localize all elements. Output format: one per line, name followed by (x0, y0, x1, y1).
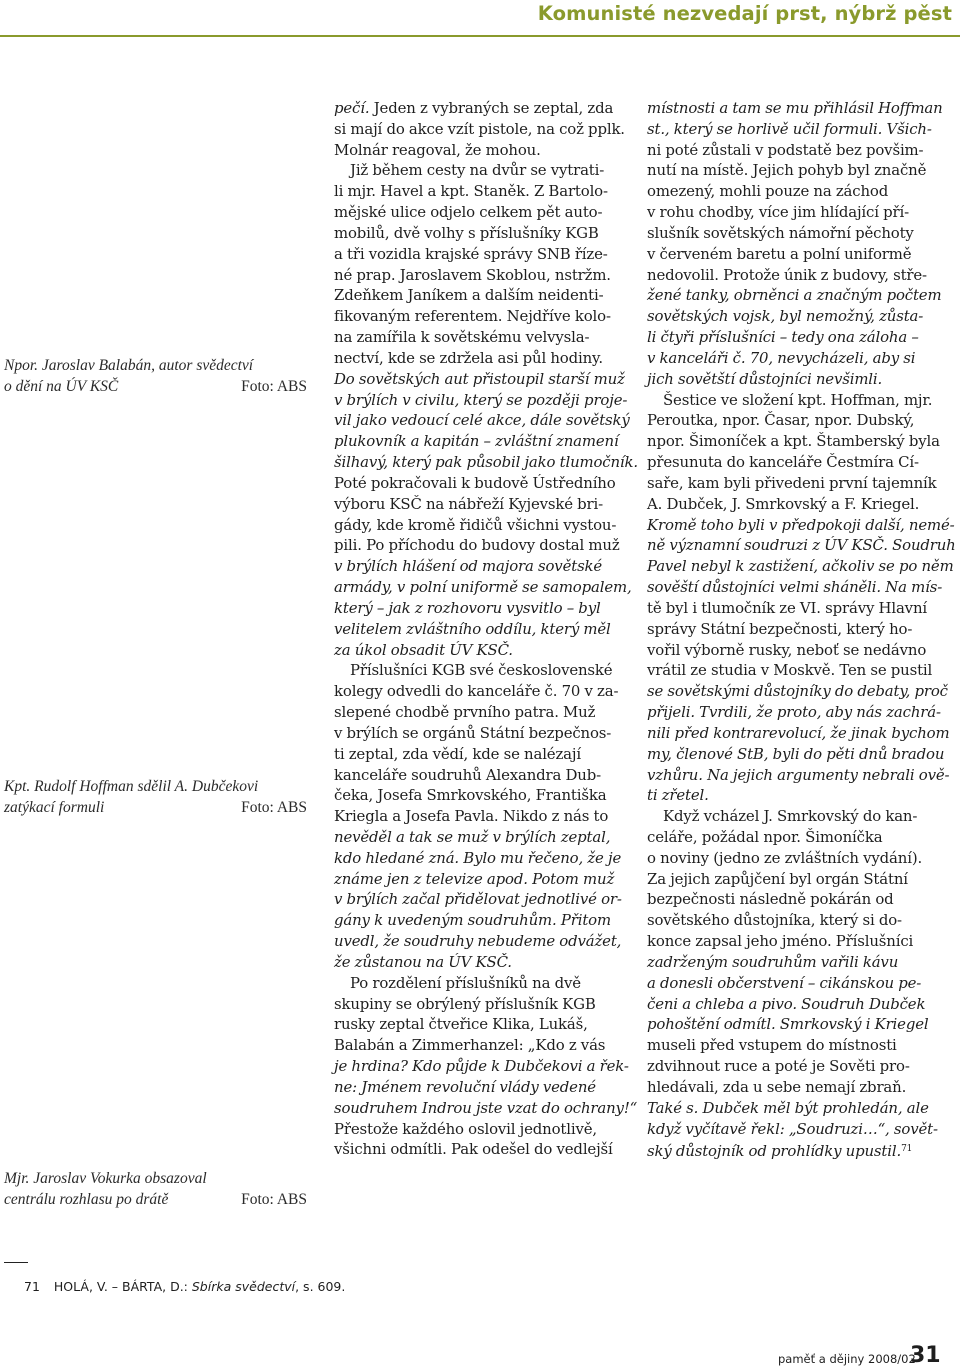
text-run: čeka, Josefa Smrkovského, Františka (334, 786, 607, 805)
text-line (647, 160, 937, 181)
running-header-title: Komunisté nezvedají prst, nýbrž pěst (537, 2, 952, 25)
text-run: vzhůru. Na jejich argumenty nebrali ově- (647, 765, 950, 784)
text-run: slepené chodbě prvního patra. Muž (334, 703, 596, 722)
text-line (647, 1077, 937, 1098)
text-run: žené tanky, obrněnci a značným počtem (647, 286, 942, 305)
text-run: si mají do akce vzít pistole, na což pplk. (334, 119, 625, 138)
footnote-rule (4, 1262, 28, 1263)
text-line (334, 181, 624, 202)
text-line (647, 1035, 937, 1056)
text-line (647, 1119, 937, 1140)
text-run: ti zřetel. (647, 786, 709, 805)
text-run: fikovaným referentem. Nejdříve kolo- (334, 307, 611, 326)
text-run: A. Dubček, J. Smrkovský a F. Kriegel. (647, 494, 920, 513)
text-run: se sovětskými důstojníky do debaty, proč (647, 682, 948, 701)
caption-line: Mjr. Jaroslav Vokurka obsazoval (4, 1170, 207, 1187)
text-run: Za jejich zapůjčení byl orgán Státní (647, 869, 908, 888)
text-run: gány k uvedeným soudruhům. Přitom (334, 911, 611, 930)
text-line (647, 723, 950, 744)
text-line (334, 410, 630, 431)
text-run: konce zapsal jeho jméno. Příslušníci (647, 932, 914, 951)
text-line (334, 119, 624, 140)
text-run: uvedl, že soudruhy nebudeme odvážet, (334, 932, 622, 951)
footnote-title: Sbírka svědectví (191, 1279, 296, 1294)
text-run: v červeném baretu a polní uniformě (647, 244, 912, 263)
text-run: Po rozdělení příslušníků na dvě (350, 973, 581, 992)
text-run: kolegy odvedli do kanceláře č. 70 v za- (334, 682, 619, 701)
text-line (334, 765, 624, 786)
text-run: který – jak z rozhovoru vysvitlo – byl (334, 598, 601, 617)
text-run: přesunuta do kanceláře Čestmíra Cí- (647, 453, 919, 472)
text-line (334, 1056, 629, 1077)
text-run: Když vcházel J. Smrkovský do kan- (663, 807, 918, 826)
text-run: ně významní soudruzi z ÚV KSČ. Soudruh (647, 536, 956, 555)
text-run: Šestice ve složení kpt. Hoffman, mjr. (663, 390, 933, 409)
text-line (647, 660, 937, 681)
caption-text: o dění na ÚV KSČ (4, 378, 119, 395)
text-line (647, 410, 937, 431)
text-run: všichni odmítli. Pak odešel do vedlejší (334, 1140, 613, 1159)
caption-text: centrálu rozhlasu po drátě (4, 1191, 169, 1208)
text-line (334, 202, 624, 223)
text-run: na zamířila k sovětskému velvysla- (334, 328, 590, 347)
text-line (647, 994, 937, 1015)
text-run: kanceláře soudruhů Alexandra Dub- (334, 765, 601, 784)
text-line (334, 577, 632, 598)
text-run: známe jen z televize apod. Potom muž (334, 869, 615, 888)
text-line (647, 1139, 937, 1162)
text-line (647, 202, 937, 223)
text-line (334, 619, 624, 640)
text-line (647, 973, 937, 994)
text-line (647, 515, 955, 536)
page-number: 31 (910, 1343, 941, 1368)
text-line (647, 848, 937, 869)
text-run: kdo hledané zná. Bylo mu řečeno, že je (334, 848, 622, 867)
text-run: nectví, kde se zdržela asi půl hodiny. (334, 348, 603, 367)
text-line (334, 140, 624, 161)
photo-credit: Foto: ABS (241, 799, 307, 816)
text-run: Kriegla a Josefa Pavla. Nikdo z nás to (334, 807, 609, 826)
text-run: jich sovětští důstojníci nevšimli. (647, 369, 883, 388)
text-run: mobilů, dvě volhy s příslušníky KGB (334, 223, 599, 242)
text-line (647, 223, 937, 244)
text-run: omezený, mohli pouze na záchod (647, 182, 889, 201)
caption-line: Npor. Jaroslav Balabán, autor svědectví (4, 357, 254, 374)
text-run: čeni a chleba a pivo. Soudruh Dubček (647, 994, 926, 1013)
text-run: skupiny se obrýlený příslušník KGB (334, 994, 596, 1013)
text-run: je hrdina? Kdo půjde k Dubčekovi a řek- (334, 1057, 629, 1076)
text-line (334, 160, 624, 181)
text-line (647, 577, 943, 598)
text-run: Přestože každého oslovil jednotlivě, (334, 1119, 597, 1138)
text-line (647, 431, 940, 452)
text-run: sověští důstojníci velmi sháněli. Na mís- (647, 578, 943, 597)
text-run: velitelem zvláštního oddílu, který měl (334, 619, 611, 638)
text-run: o noviny (jedno ze zvláštních vydání). (647, 848, 923, 867)
text-line (334, 98, 624, 119)
text-line (334, 952, 624, 973)
text-line (647, 1056, 937, 1077)
text-line (334, 1077, 624, 1098)
text-run: soudruhem Indrou jste vzat do ochrany!“ (334, 1098, 638, 1117)
text-line (334, 681, 624, 702)
text-line (334, 869, 624, 890)
text-run: Také s. Dubček měl být prohledán, ale (647, 1098, 929, 1117)
text-line (647, 806, 937, 827)
text-line (334, 515, 624, 536)
photo-caption-vokurka (4, 1168, 307, 1210)
text-line (334, 431, 624, 452)
text-line (647, 494, 937, 515)
text-line (334, 848, 624, 869)
text-run: sovětského důstojníka, který si do- (647, 911, 902, 930)
text-line (334, 1139, 624, 1160)
text-line (334, 889, 624, 910)
text-line (334, 598, 624, 619)
text-line (334, 285, 624, 306)
text-line (647, 827, 937, 848)
text-line (647, 119, 937, 140)
text-run: nutí na místě. Jejich pohyb byl značně (647, 161, 927, 180)
footnote-page-ref: , s. 609. (295, 1279, 346, 1294)
text-run: museli před vstupem do místnosti (647, 1036, 897, 1055)
text-run: my, členové StB, byli do pěti dnů bradou (647, 744, 945, 763)
text-run: Kromě toho byli v předpokoji další, nemé- (647, 515, 955, 534)
text-run: né prap. Jaroslavem Skoblou, nstržm. (334, 265, 611, 284)
text-run: bezpečnosti následně pokárán od (647, 890, 894, 909)
footnote-marker: 71 (901, 1144, 913, 1155)
text-line (334, 473, 624, 494)
text-run: zadrženým soudruhům vařili kávu (647, 952, 899, 971)
text-line (334, 660, 624, 681)
text-run: že zůstanou na ÚV KSČ. (334, 952, 512, 971)
text-run: vořil výborně rusky, neboť se nedávno (647, 640, 927, 659)
text-run: pečí. (334, 99, 370, 117)
text-column-right (647, 98, 956, 1162)
text-run: Molnár reagoval, že mohou. (334, 140, 541, 159)
text-run: a donesli občerstvení – cikánskou pe- (647, 973, 922, 992)
text-line (647, 765, 950, 786)
text-line (334, 806, 624, 827)
text-line (647, 556, 954, 577)
text-line (334, 1035, 624, 1056)
text-run: v rohu chodby, více jim hlídající pří- (647, 203, 909, 222)
text-line (647, 598, 937, 619)
text-run: Zdeňkem Janíkem a dalším neidenti- (334, 286, 604, 305)
text-run: za úkol obsadit ÚV KSČ. (334, 640, 513, 659)
text-run: st., který se horlivě učil formuli. Všich- (647, 119, 932, 138)
caption-line (4, 376, 307, 397)
text-run: Poté pokračovali k budově Ústředního (334, 473, 616, 492)
text-line (334, 369, 624, 390)
text-line (334, 348, 624, 369)
photo-credit: Foto: ABS (241, 378, 307, 395)
text-line (334, 640, 624, 661)
text-line (334, 306, 624, 327)
text-run: výboru KSČ na nábřeží Kyjevské bri- (334, 494, 604, 513)
text-run: Peroutka, npor. Časar, npor. Dubský, (647, 411, 915, 430)
text-run: v brýlích v civilu, který se později proje- (334, 390, 628, 409)
text-run: přijeli. Tvrdili, že proto, aby nás zachrá- (647, 703, 941, 722)
text-run: rusky zeptal čtveřice Klika, Lukáš, (334, 1015, 588, 1034)
text-run: li čtyři příslušníci – tedy ona záloha – (647, 328, 919, 347)
text-run: když vyčítavě řekl: „Soudruzi…“, sovět- (647, 1119, 938, 1138)
text-line (647, 1098, 937, 1119)
text-line (647, 681, 948, 702)
text-line (647, 952, 937, 973)
text-line (334, 494, 624, 515)
text-line (334, 702, 624, 723)
text-run: armády, v polní uniformě se samopalem, (334, 578, 632, 597)
text-run: hledávali, zda u sebe nemají zbraň. (647, 1077, 907, 1096)
text-run: Do sovětských aut přistoupil starší muž (334, 369, 625, 388)
text-line (647, 348, 937, 369)
text-run: npor. Šimoníček a kpt. Štamberský byla (647, 432, 940, 451)
text-line (334, 744, 624, 765)
text-line (647, 1014, 937, 1035)
text-line (334, 556, 624, 577)
text-line (334, 723, 624, 744)
text-run: tě byl i tlumočník ze VI. správy Hlavní (647, 598, 927, 617)
text-run: ti zeptal, zda vědí, kde se nalézají (334, 744, 581, 763)
text-line (334, 535, 624, 556)
footnote-number: 71 (24, 1279, 40, 1294)
text-column-middle (334, 98, 639, 1160)
text-line (334, 1014, 624, 1035)
text-line (334, 1098, 638, 1119)
text-line (647, 619, 937, 640)
text-line (647, 931, 937, 952)
text-line (647, 140, 937, 161)
text-run: Balabán a Zimmerhanzel: „Kdo z vás (334, 1036, 606, 1055)
text-line (647, 390, 937, 411)
caption-line (4, 1189, 307, 1210)
text-line (334, 244, 624, 265)
text-run: slušník sovětských námořní pěchoty (647, 223, 914, 242)
text-line (647, 452, 937, 473)
footer-magazine-name: paměť a dějiny 2008/02 (778, 1352, 916, 1366)
text-line (334, 265, 624, 286)
text-line (647, 910, 937, 931)
text-run: gády, kde kromě řidičů všichni vystou- (334, 515, 617, 534)
text-run: plukovník a kapitán – zvláštní znamení (334, 432, 619, 451)
text-line (334, 785, 624, 806)
text-line (647, 640, 937, 661)
text-run: pohoštění odmítl. Smrkovský i Kriegel (647, 1015, 929, 1034)
text-run: saře, kam byli přivedeni první tajemník (647, 473, 937, 492)
footnote-authors: HOLÁ, V. – BÁRTA, D.: (53, 1279, 188, 1294)
text-run: celáře, požádal npor. Šimoníčka (647, 827, 883, 846)
text-run: vil jako vedoucí celé akce, dále sovětský (334, 411, 630, 430)
text-run: šilhavý, který pak působil jako tlumočník. (334, 453, 639, 472)
text-run: nili před kontrarevolucí, že jinak bychom (647, 723, 950, 742)
text-run: ni poté zůstali v podstatě bez povšim- (647, 140, 924, 159)
photo-credit: Foto: ABS (241, 1191, 307, 1208)
text-run: a tři vozidla krajské správy SNB říze- (334, 244, 608, 263)
text-line (334, 931, 624, 952)
text-run: Pavel nebyl k zastižení, ačkoliv se po něm (647, 557, 954, 576)
header-rule (0, 35, 960, 37)
text-line (334, 994, 624, 1015)
text-line (647, 369, 937, 390)
text-line (647, 744, 945, 765)
text-line (334, 827, 624, 848)
text-line (647, 535, 956, 556)
photo-caption-hoffman (4, 776, 307, 818)
text-line (647, 702, 941, 723)
text-run: sovětských vojsk, byl nemožný, zůsta- (647, 307, 924, 326)
text-run: vrátil ze studia v Moskvě. Ten se pustil (647, 661, 933, 680)
text-line (647, 785, 937, 806)
text-run: v brýlích hlášení od majora sovětské (334, 557, 603, 576)
text-line (334, 452, 639, 473)
text-run: Příslušníci KGB své československé (350, 661, 613, 680)
text-run: Jeden z vybraných se zeptal, zda (369, 99, 614, 117)
text-run: zdvihnout ruce a poté je Sověti pro- (647, 1057, 910, 1076)
footnote (24, 1279, 345, 1294)
text-line (647, 244, 937, 265)
caption-line (4, 797, 307, 818)
caption-line: Kpt. Rudolf Hoffman sdělil A. Dubčekovi (4, 778, 259, 795)
text-run: Již během cesty na dvůr se vytrati- (350, 161, 605, 180)
text-line (334, 327, 624, 348)
text-run: pili. Po příchodu do budovy dostal muž (334, 536, 620, 555)
text-line (334, 910, 624, 931)
text-line (334, 223, 624, 244)
text-line (647, 473, 937, 494)
text-line (647, 306, 937, 327)
text-line (647, 327, 937, 348)
text-line (647, 889, 937, 910)
text-line (647, 285, 942, 306)
text-line (334, 1119, 624, 1140)
caption-text: zatýkací formuli (4, 799, 105, 816)
text-run: v brýlích začal přidělovat jednotlivé or- (334, 890, 622, 909)
text-run: v brýlích se orgánů Státní bezpečnos- (334, 723, 612, 742)
text-line (334, 390, 628, 411)
text-line (647, 181, 937, 202)
text-line (334, 973, 624, 994)
text-run: ne: Jménem revoluční vlády vedené (334, 1077, 596, 1096)
text-run: li mjr. Havel a kpt. Staněk. Z Bartolo- (334, 182, 608, 201)
text-run: ský důstojník od prohlídky upustil. (647, 1142, 902, 1161)
text-run: nevěděl a tak se muž v brýlích zeptal, (334, 827, 611, 846)
text-run: v kanceláři č. 70, nevycházeli, aby si (647, 348, 916, 367)
text-run: místnosti a tam se mu přihlásil Hoffman (647, 99, 943, 117)
text-run: nedovolil. Protože únik z budovy, stře- (647, 265, 927, 284)
photo-caption-balaban (4, 355, 307, 397)
text-line (647, 869, 937, 890)
text-run: správy Státní bezpečnosti, který ho- (647, 619, 913, 638)
text-line (647, 98, 943, 119)
text-line (647, 265, 937, 286)
text-run: mějské ulice odjelo celkem pět auto- (334, 203, 603, 222)
